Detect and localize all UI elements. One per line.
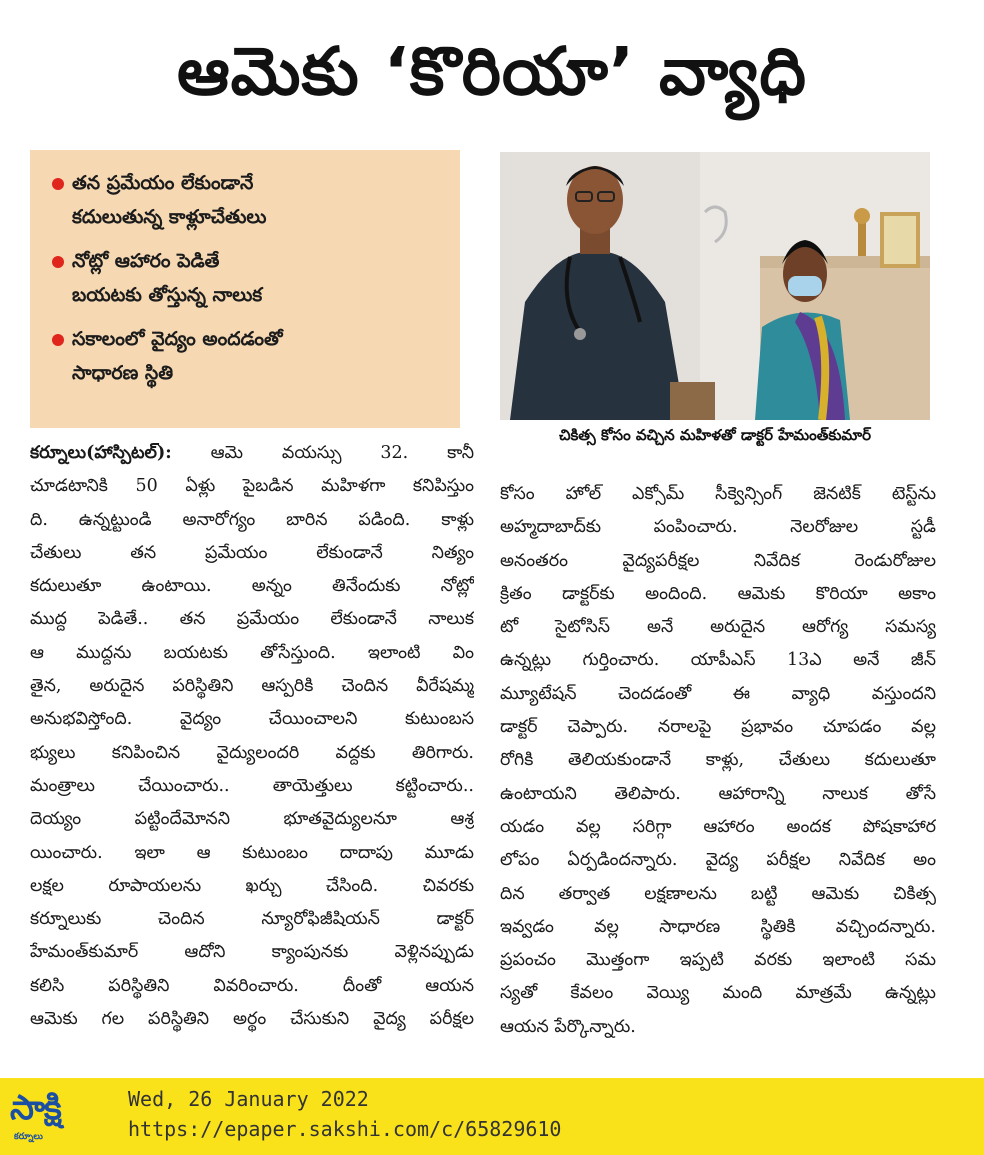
article-line: హేమంత్‌కుమార్ ఆదోని క్యాంపునకు వెళ్లినప్పుడు: [30, 942, 474, 963]
article-line: మ్యూటేషన్ చెందడంతో ఈ వ్యాధి వస్తుందని: [500, 683, 936, 704]
article-line: చేతులు తన ప్రమేయం లేకుండానే నిత్యం: [30, 542, 474, 563]
logo-edition: కర్నూలు: [14, 1132, 43, 1142]
highlight-text: కదులుతున్న కాళ్లూచేతులు: [72, 206, 267, 228]
article-line: ఆయన పేర్కొన్నారు.: [500, 1016, 636, 1037]
article-line: దిన తర్వాత లక్షణాలను బట్టి ఆమెకు చికిత్స: [500, 883, 936, 904]
sakshi-logo[interactable]: [10, 1086, 120, 1146]
article-line: ఆ ముద్దను బయటకు తోసేస్తుంది. ఇలాంటి విం: [30, 642, 474, 663]
highlight-text: సాధారణ స్థితి: [72, 362, 174, 384]
article-line: లక్షల రూపాయలను ఖర్చు చేసింది. చివరకు: [30, 875, 474, 896]
trophy-icon: [858, 220, 866, 256]
article-line: డాక్టర్ చెప్పారు. నరాలపై ప్రభావం చూపడం వల్ల: [500, 717, 936, 738]
article-line: మంత్రాలు చేయించారు.. తాయెత్తులు కట్టించారు..: [30, 775, 474, 796]
highlights-box: [30, 150, 460, 428]
article-line: లోపం ఏర్పడిందన్నారు. వైద్య పరీక్షల నివేదిక అం: [500, 850, 936, 871]
article-line: కదులుతూ ఉంటాయి. అన్నం తినేందుకు నోట్లో: [30, 576, 474, 597]
bullet-icon: [52, 256, 64, 268]
highlight-text: నోట్లో ఆహారం పెడితే: [72, 250, 220, 272]
highlight-text: తన ప్రమేయం లేకుండానే: [72, 172, 254, 194]
highlight-text: సకాలంలో వైద్యం అందడంతో: [72, 328, 283, 350]
photo-caption: చికిత్స కోసం వచ్చిన మహిళతో డాక్టర్ హేమంత్‌కుమార్: [558, 426, 872, 444]
article-line: టో సైటోసిస్ అనే అరుదైన ఆరోగ్య సమస్య: [500, 617, 936, 638]
article-line: అహ్మదాబాద్‌కు పంపించారు. నెలరోజుల స్టడీ: [500, 517, 936, 538]
article-line: ప్రపంచం మొత్తంగా ఇప్పటి వరకు ఇలాంటి సమ: [500, 950, 936, 971]
article-line: క్రితం డాక్టర్‌కు అందింది. ఆమెకు కొరియా అకాం: [500, 583, 936, 604]
article-line: భ్యులు కనిపించిన వైద్యులందరి వద్దకు తిరిగారు.: [30, 742, 474, 763]
highlight-text: బయటకు తోస్తున్న నాలుక: [72, 284, 263, 306]
article-line: కోసం హోల్ ఎక్సోమ్ సీక్వెన్సింగ్ జెనటిక్ టెస్ట్‌ను: [500, 484, 936, 504]
highlight-item: [52, 244, 442, 312]
article-column-left: [30, 437, 474, 1036]
highlight-item: [52, 322, 442, 390]
article-headline: ఆమెకు ‘కొరియా’ వ్యాధి: [176, 33, 808, 110]
article-line: దెయ్యం పట్టిందేమోనని భూతవైద్యులనూ ఆశ్ర: [30, 809, 474, 830]
article-line: ది. ఉన్నట్టుండి అనారోగ్యం బారిన పడింది. కాళ్లు: [30, 509, 474, 530]
article-line: అనంతరం వైద్యపరీక్షల నివేదిక రెండురోజుల: [500, 550, 936, 571]
article-line: కలిసి పరిస్థితిని వివరించారు. దీంతో ఆయన: [30, 975, 474, 996]
article-line: ఉన్నట్లు గుర్తించారు. యాపీఎస్ 13ఎ అనే జీన్: [500, 650, 936, 671]
article-line: స్యతో కేవలం వెయ్యి మంది మాత్రమే ఉన్నట్లు: [500, 983, 936, 1004]
article-line: ఉంటాయని తెలిపారు. ఆహారాన్ని నాలుక తోసే: [500, 783, 936, 804]
bullet-icon: [52, 334, 64, 346]
article-line: కర్నూలుకు చెందిన న్యూరోఫిజీషియన్ డాక్టర్: [30, 909, 474, 930]
epaper-url-link[interactable]: https://epaper.sakshi.com/c/65829610: [128, 1117, 562, 1141]
article-line: ఆమె వయస్సు 32. కానీ: [210, 443, 474, 463]
article-line: ఇవ్వడం వల్ల సాధారణ స్థితికి వచ్చిందన్నారు.: [500, 916, 936, 937]
article-line: ఆమెకు గల పరిస్థితిని అర్థం చేసుకుని వైద్య పరీక్షల: [30, 1009, 474, 1030]
article-column-right: [500, 478, 936, 1044]
epaper-footer: [0, 1078, 984, 1155]
article-line: ముద్ద పెడితే.. తన ప్రమేయం లేకుండానే నాలుక: [30, 609, 474, 630]
article-photo: [500, 152, 930, 420]
highlight-item: [52, 166, 442, 234]
article-line: తైన, అరుదైన పరిస్థితిని ఆస్పరికి చెందిన వీరేషమ్మ: [30, 676, 474, 697]
bullet-icon: [52, 178, 64, 190]
article-line: యించారు. ఇలా ఆ కుటుంబం దాదాపు మూడు: [30, 842, 474, 863]
article-line: చూడటానికి 50 ఏళ్లు పైబడిన మహిళగా కనిపిస్తుం: [30, 476, 474, 497]
publication-date: Wed, 26 January 2022: [128, 1087, 369, 1111]
article-line: రోగికి తెలియకుండానే కాళ్లు, చేతులు కదులుతూ: [500, 750, 936, 771]
article-line: యడం వల్ల సరిగ్గా ఆహారం అందక పోషకాహార: [500, 816, 936, 837]
article-line: అనుభవిస్తోంది. వైద్యం చేయించాలని కుటుంబస: [30, 709, 474, 730]
dateline: కర్నూలు(హాస్పిటల్):: [30, 443, 172, 463]
logo-text: సాక్షి: [10, 1088, 61, 1128]
